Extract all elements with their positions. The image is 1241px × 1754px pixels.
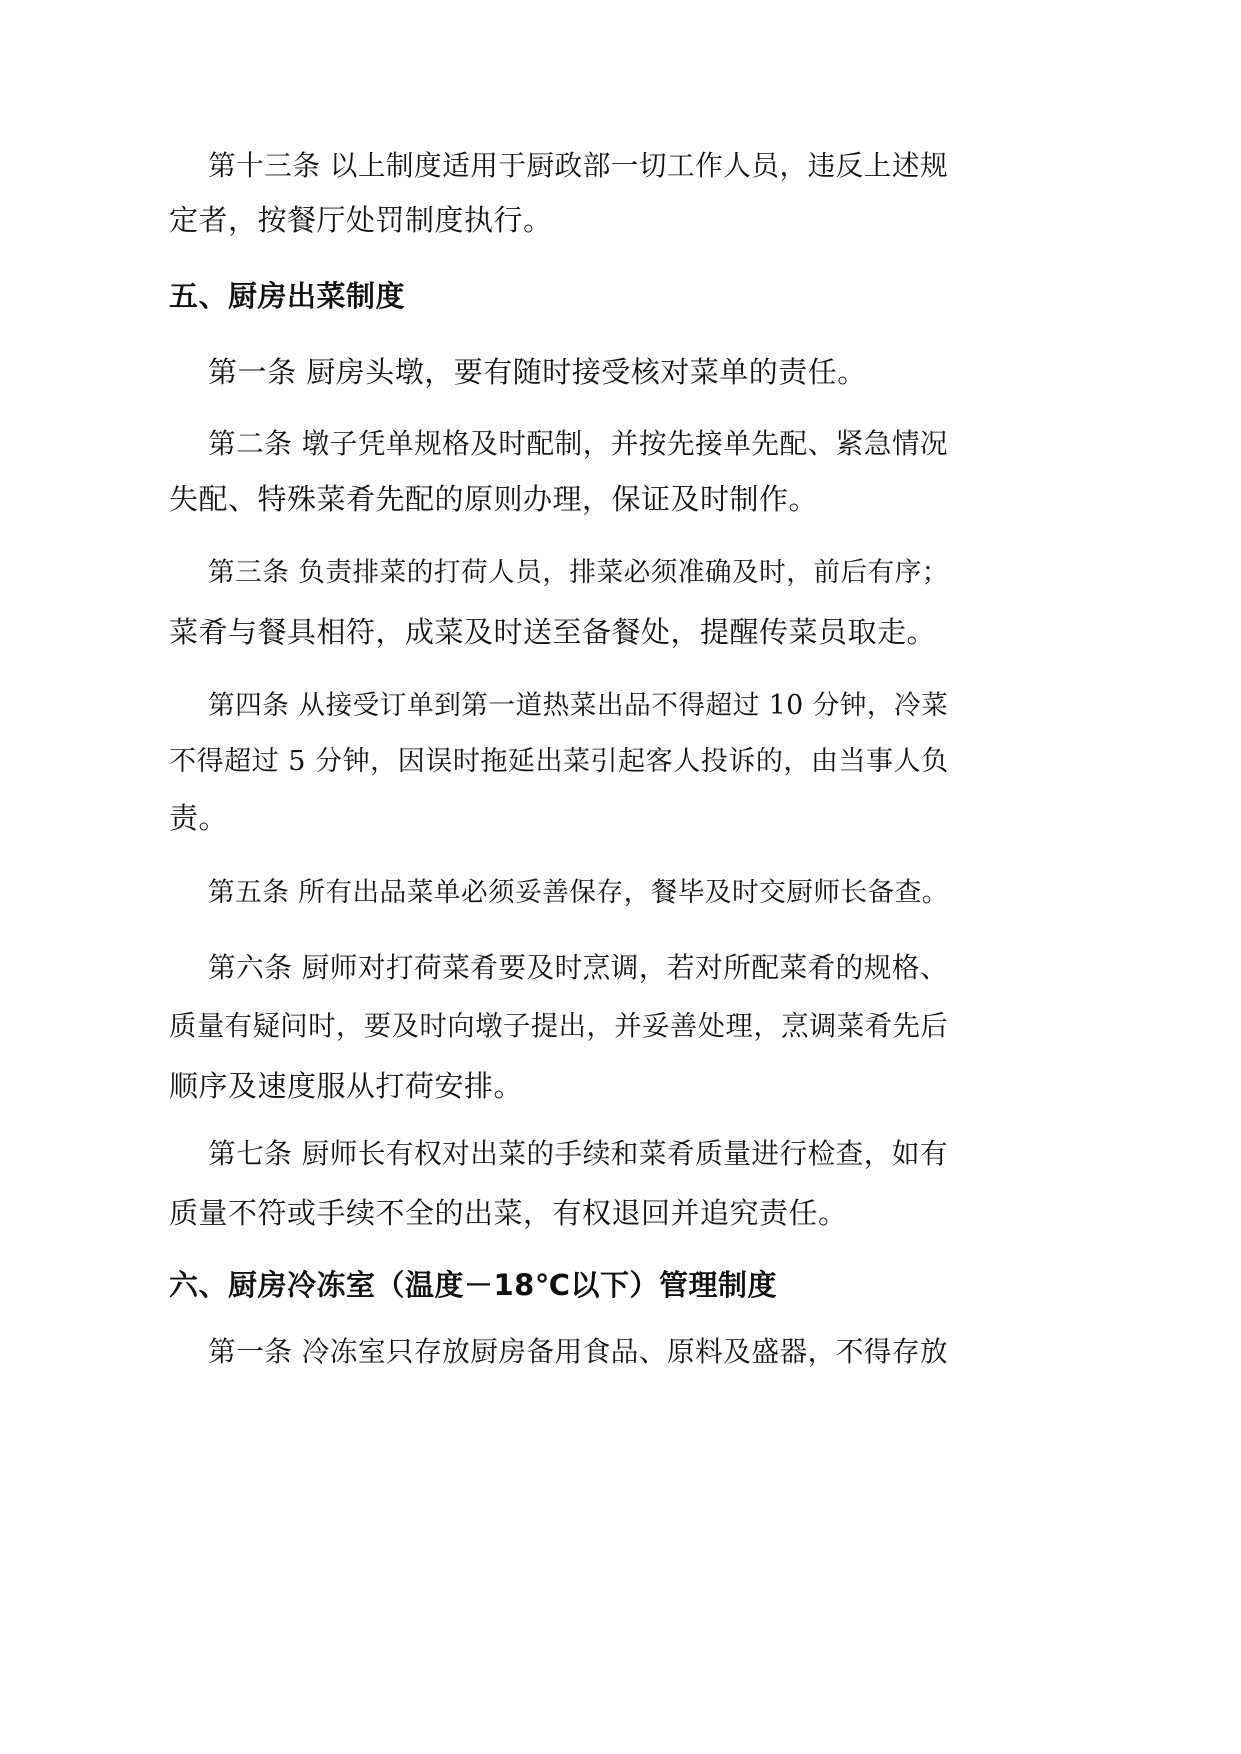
- clause-13-line-2: 定者，按餐厅处罚制度执行。: [169, 203, 553, 237]
- s5-clause-3-line-2: 菜肴与餐具相符，成菜及时送至备餐处，提醒传菜员取走。: [169, 615, 937, 649]
- s5-clause-6-line-2: 质量有疑问时，要及时向墩子提出，并妥善处理，烹调菜肴先后: [169, 1011, 949, 1042]
- section-6-heading: 六、厨房冷冻室（温度－18℃以下）管理制度: [169, 1268, 777, 1302]
- s5-clause-1-line-1: 第一条 厨房头墩，要有随时接受核对菜单的责任。: [208, 355, 867, 389]
- clause-13-line-1: 第十三条 以上制度适用于厨政部一切工作人员，违反上述规: [208, 149, 949, 182]
- s5-clause-7-line-1: 第七条 厨师长有权对出菜的手续和菜肴质量进行检查，如有: [208, 1137, 949, 1170]
- s5-clause-6-line-1: 第六条 厨师对打荷菜肴要及时烹调，若对所配菜肴的规格、: [208, 951, 949, 984]
- s5-clause-6-line-3: 顺序及速度服从打荷安排。: [169, 1069, 524, 1103]
- s5-clause-2-line-2: 失配、特殊菜肴先配的原则办理，保证及时制作。: [169, 482, 819, 516]
- s5-clause-7-line-2: 质量不符或手续不全的出菜，有权退回并追究责任。: [169, 1196, 848, 1230]
- s6-clause-1-line-1: 第一条 冷冻室只存放厨房备用食品、原料及盛器，不得存放: [208, 1335, 949, 1368]
- section-5-heading: 五、厨房出菜制度: [169, 279, 406, 313]
- s5-clause-4-line-3: 责。: [169, 801, 229, 835]
- s5-clause-5-line-1: 第五条 所有出品菜单必须妥善保存，餐毕及时交厨师长备查。: [208, 877, 949, 908]
- s5-clause-3-line-1: 第三条 负责排菜的打荷人员，排菜必须准确及时，前后有序；: [208, 557, 949, 588]
- s5-clause-4-line-1: 第四条 从接受订单到第一道热菜出品不得超过 10 分钟，冷菜: [208, 690, 949, 721]
- s5-clause-2-line-1: 第二条 墩子凭单规格及时配制，并按先接单先配、紧急情况: [208, 427, 949, 460]
- s5-clause-4-line-2: 不得超过 5 分钟，因误时拖延出菜引起客人投诉的，由当事人负: [169, 746, 949, 777]
